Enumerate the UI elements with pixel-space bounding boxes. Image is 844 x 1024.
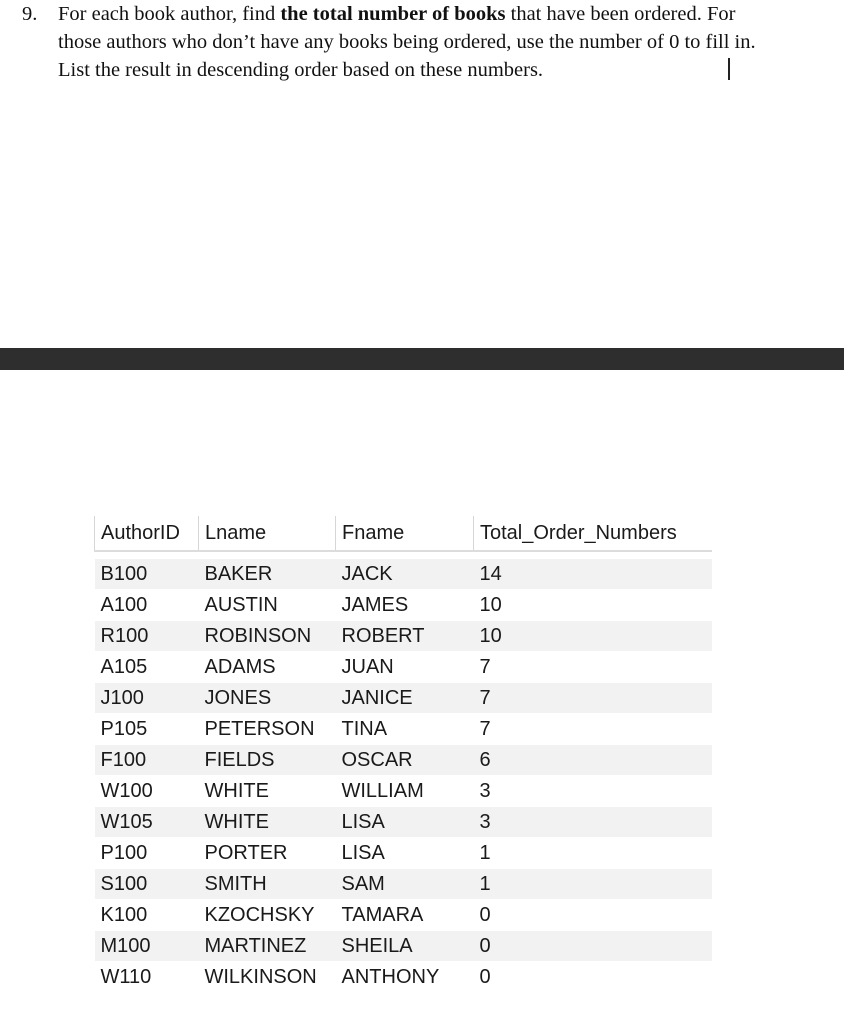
table-row[interactable] — [95, 838, 713, 869]
header-fname[interactable]: Fname — [336, 516, 474, 551]
cell-lname[interactable]: FIELDS — [199, 745, 336, 776]
cell-author-id[interactable]: A105 — [95, 652, 199, 683]
cell-author-id[interactable]: B100 — [95, 559, 199, 590]
cell-fname[interactable]: TAMARA — [336, 900, 474, 931]
spacer-cell — [199, 551, 336, 559]
cell-lname[interactable]: WHITE — [199, 807, 336, 838]
cell-total-order-numbers[interactable]: 0 — [474, 900, 713, 931]
table-row[interactable] — [95, 590, 713, 621]
header-total-order-numbers[interactable]: Total_Order_Numbers — [474, 516, 713, 551]
cell-author-id[interactable]: P105 — [95, 714, 199, 745]
divider-band — [0, 348, 844, 370]
cell-author-id[interactable]: J100 — [95, 683, 199, 714]
table-row[interactable] — [95, 559, 713, 590]
table-row[interactable] — [95, 621, 713, 652]
cell-lname[interactable]: JONES — [199, 683, 336, 714]
cell-fname[interactable]: JAMES — [336, 590, 474, 621]
cell-fname[interactable]: SHEILA — [336, 931, 474, 962]
cell-author-id[interactable]: S100 — [95, 869, 199, 900]
question-line-1-suffix: that have been ordered. For — [505, 3, 736, 25]
table-row[interactable] — [95, 714, 713, 745]
table-row[interactable] — [95, 683, 713, 714]
cell-total-order-numbers[interactable]: 1 — [474, 869, 713, 900]
result-table — [94, 516, 712, 993]
cell-fname[interactable]: ANTHONY — [336, 962, 474, 993]
question-number: 9. — [22, 3, 38, 25]
question-line-1 — [58, 0, 844, 28]
table-row[interactable] — [95, 869, 713, 900]
cell-author-id[interactable]: W110 — [95, 962, 199, 993]
cell-fname[interactable]: JACK — [336, 559, 474, 590]
header-author-id[interactable]: AuthorID — [95, 516, 199, 551]
cell-lname[interactable]: PETERSON — [199, 714, 336, 745]
cell-total-order-numbers[interactable]: 1 — [474, 838, 713, 869]
cell-author-id[interactable]: P100 — [95, 838, 199, 869]
table-row[interactable] — [95, 776, 713, 807]
cell-lname[interactable]: AUSTIN — [199, 590, 336, 621]
cell-lname[interactable]: SMITH — [199, 869, 336, 900]
question-text — [58, 0, 844, 84]
question-line-1-prefix: For each book author, find — [58, 3, 281, 25]
cell-fname[interactable]: OSCAR — [336, 745, 474, 776]
cell-total-order-numbers[interactable]: 0 — [474, 962, 713, 993]
header-spacer — [95, 551, 713, 559]
cell-lname[interactable]: ADAMS — [199, 652, 336, 683]
cell-fname[interactable]: LISA — [336, 807, 474, 838]
spacer-cell — [474, 551, 713, 559]
cell-lname[interactable]: BAKER — [199, 559, 336, 590]
header-row — [95, 516, 713, 551]
cell-author-id[interactable]: R100 — [95, 621, 199, 652]
cell-fname[interactable]: LISA — [336, 838, 474, 869]
cell-fname[interactable]: WILLIAM — [336, 776, 474, 807]
header-lname[interactable]: Lname — [199, 516, 336, 551]
cell-author-id[interactable]: W105 — [95, 807, 199, 838]
cell-total-order-numbers[interactable]: 3 — [474, 776, 713, 807]
cell-author-id[interactable]: A100 — [95, 590, 199, 621]
cell-total-order-numbers[interactable]: 7 — [474, 714, 713, 745]
cell-lname[interactable]: WHITE — [199, 776, 336, 807]
table-row[interactable] — [95, 745, 713, 776]
table-body — [95, 551, 713, 993]
table-row[interactable] — [95, 807, 713, 838]
table-row[interactable] — [95, 900, 713, 931]
cell-author-id[interactable]: M100 — [95, 931, 199, 962]
spacer-cell — [336, 551, 474, 559]
spacer-cell — [95, 551, 199, 559]
cell-total-order-numbers[interactable]: 7 — [474, 652, 713, 683]
cell-total-order-numbers[interactable]: 0 — [474, 931, 713, 962]
cell-total-order-numbers[interactable]: 6 — [474, 745, 713, 776]
question-line-2: those authors who don’t have any books being ordered, use the number of 0 to fill in. — [58, 31, 756, 53]
cell-fname[interactable]: TINA — [336, 714, 474, 745]
cell-total-order-numbers[interactable]: 10 — [474, 590, 713, 621]
cell-fname[interactable]: SAM — [336, 869, 474, 900]
table-row[interactable] — [95, 652, 713, 683]
cell-lname[interactable]: KZOCHSKY — [199, 900, 336, 931]
table-header — [95, 516, 713, 551]
cell-author-id[interactable]: K100 — [95, 900, 199, 931]
table-row[interactable] — [95, 962, 713, 993]
cell-total-order-numbers[interactable]: 14 — [474, 559, 713, 590]
cell-total-order-numbers[interactable]: 10 — [474, 621, 713, 652]
table-row[interactable] — [95, 931, 713, 962]
cell-fname[interactable]: JUAN — [336, 652, 474, 683]
cell-fname[interactable]: JANICE — [336, 683, 474, 714]
text-cursor — [728, 58, 730, 80]
cell-fname[interactable]: ROBERT — [336, 621, 474, 652]
cell-author-id[interactable]: W100 — [95, 776, 199, 807]
cell-total-order-numbers[interactable]: 7 — [474, 683, 713, 714]
cell-lname[interactable]: WILKINSON — [199, 962, 336, 993]
cell-total-order-numbers[interactable]: 3 — [474, 807, 713, 838]
question-emphasis: the total number of books — [280, 3, 506, 25]
cell-author-id[interactable]: F100 — [95, 745, 199, 776]
cell-lname[interactable]: ROBINSON — [199, 621, 336, 652]
cell-lname[interactable]: PORTER — [199, 838, 336, 869]
question-line-3: List the result in descending order based on these numbers. — [58, 59, 544, 81]
cell-lname[interactable]: MARTINEZ — [199, 931, 336, 962]
